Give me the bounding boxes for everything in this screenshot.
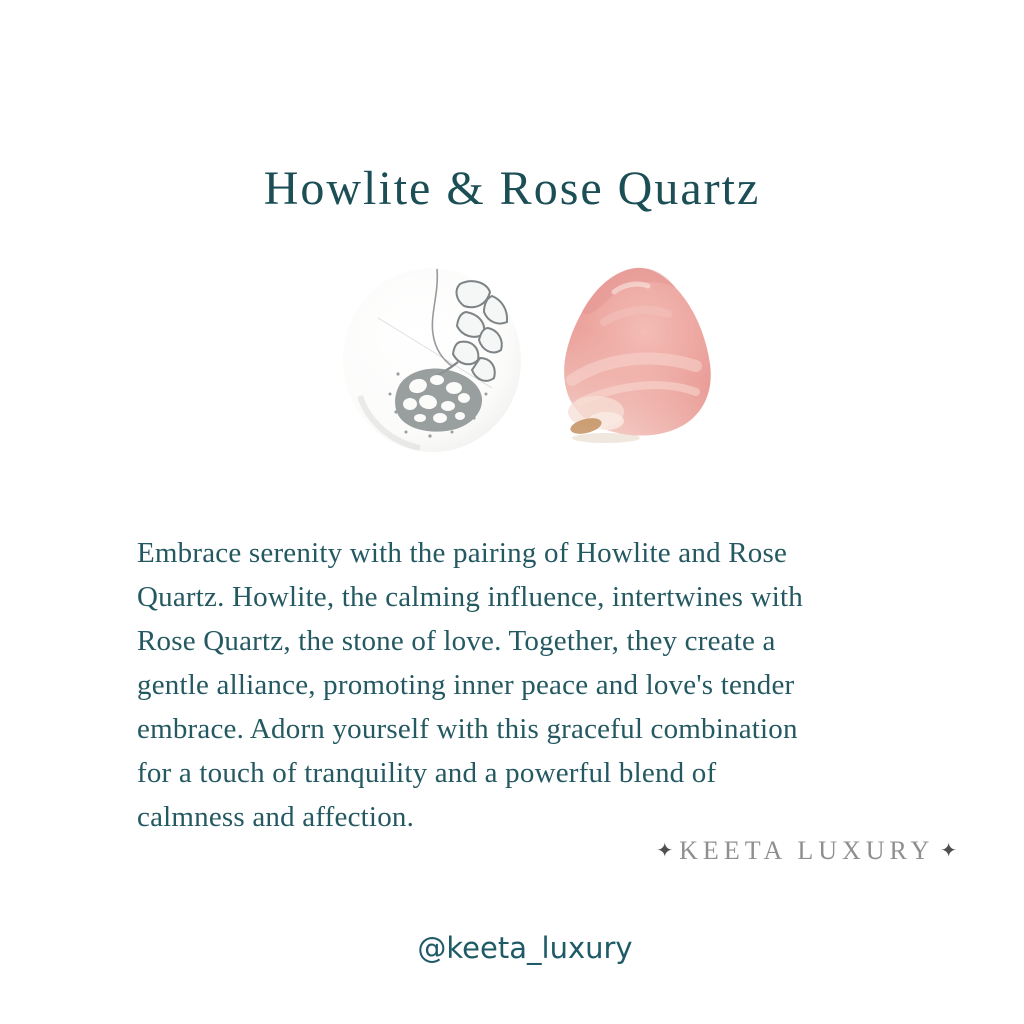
description-line: Rose Quartz, the stone of love. Together, they create a [137, 625, 776, 657]
rose-quartz-stone-graphic [544, 262, 716, 446]
rose-quartz-stone-image [544, 262, 716, 446]
brand-name: KEETA LUXURY [679, 836, 935, 865]
howlite-stone-graphic [340, 266, 526, 454]
description-line: gentle alliance, promoting inner peace and love's tender [137, 669, 795, 701]
page-title: Howlite & Rose Quartz [263, 162, 761, 216]
social-handle: @keeta_luxury [417, 931, 633, 965]
description-line: Embrace serenity with the pairing of Howlite and Rose [137, 537, 788, 569]
sparkle-icon: ✦ [940, 840, 957, 862]
description [137, 531, 803, 839]
sparkle-icon: ✦ [656, 840, 674, 862]
howlite-stone-image [340, 266, 526, 454]
description-line: for a touch of tranquility and a powerful blend of [137, 757, 717, 789]
brand-signature [650, 836, 963, 866]
description-line: embrace. Adorn yourself with this graceful combination [137, 713, 798, 745]
description-line: Quartz. Howlite, the calming influence, intertwines with [137, 581, 803, 613]
description-line: calmness and affection. [137, 801, 415, 833]
